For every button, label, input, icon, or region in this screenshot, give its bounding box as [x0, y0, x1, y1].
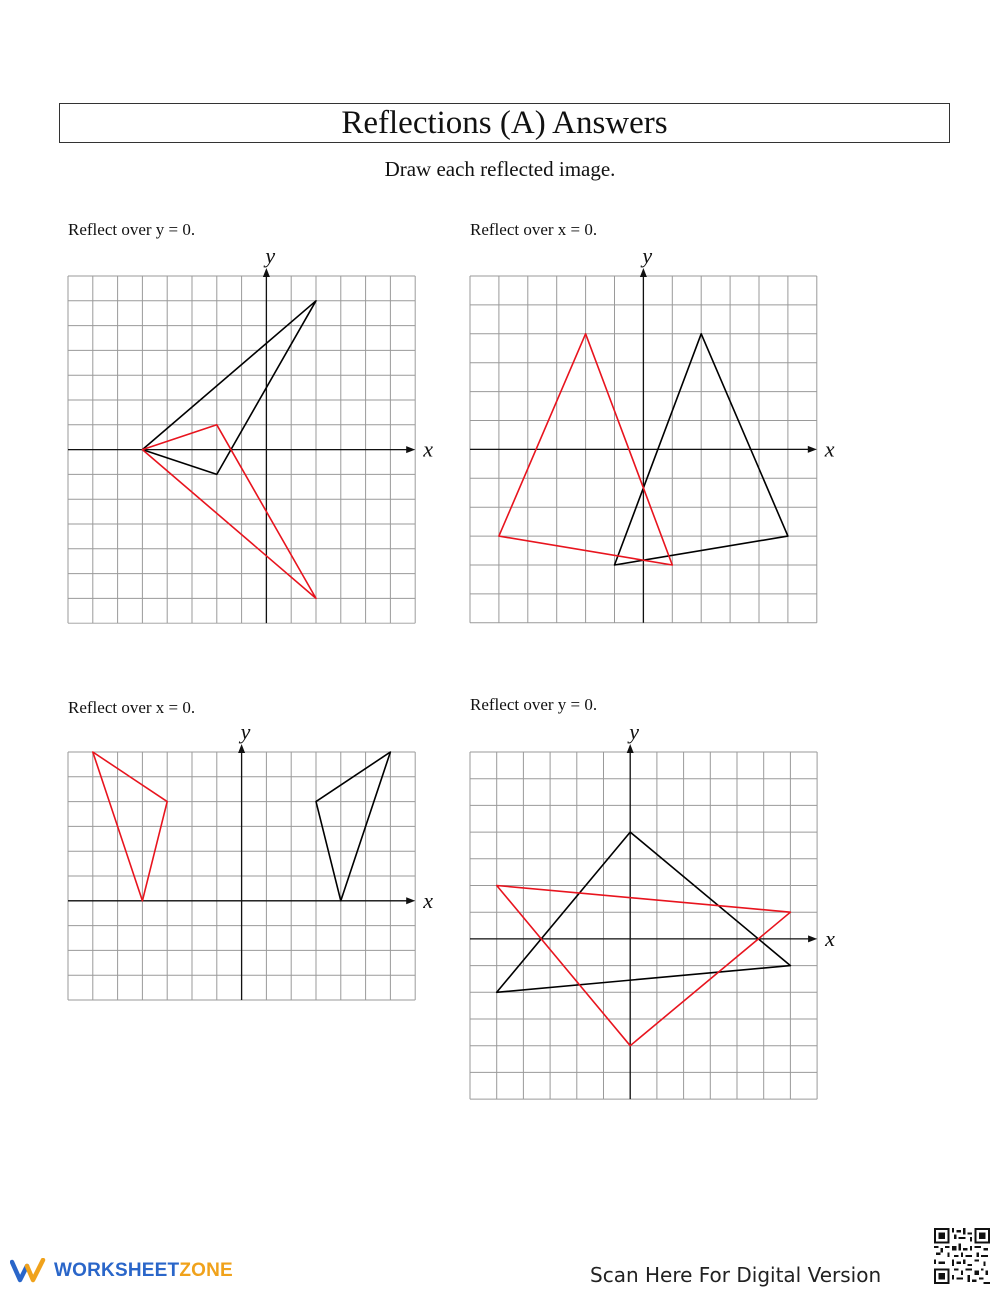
original-triangle [142, 301, 316, 475]
x-axis-label: x [423, 887, 433, 913]
y-axis-arrow-icon [238, 744, 245, 753]
worksheetzone-logo-icon [10, 1258, 46, 1284]
problem-3-prompt: Reflect over x = 0. [68, 698, 196, 717]
coordinate-plane [68, 719, 445, 1000]
worksheet-title [59, 103, 950, 143]
reflected-triangle [142, 425, 316, 599]
problem-4-prompt: Reflect over y = 0. [470, 695, 598, 714]
logo-wordmark [54, 1260, 233, 1282]
x-axis-label: x [423, 436, 433, 462]
y-axis-label: y [265, 242, 276, 268]
qr-code-icon[interactable] [934, 1228, 990, 1289]
problem-2-graph [470, 242, 847, 623]
y-axis-arrow-icon [263, 268, 270, 277]
x-axis-label: x [824, 436, 835, 462]
title-text: Reflections (A) Answers [341, 104, 668, 141]
axes [470, 243, 835, 623]
worksheetzone-logo[interactable] [10, 1258, 233, 1284]
x-axis-arrow-icon [808, 935, 817, 942]
coordinate-plane [470, 242, 847, 623]
coordinate-plane [470, 718, 847, 1099]
y-axis-label: y [240, 719, 251, 745]
problem-3-graph [68, 719, 445, 1000]
y-axis-arrow-icon [627, 744, 634, 753]
axes [68, 243, 433, 623]
axes [68, 719, 433, 1000]
axes [470, 719, 835, 1099]
coordinate-plane [68, 242, 445, 623]
logo-text-zone: ZONE [179, 1260, 233, 1281]
problem-4-graph [470, 718, 847, 1099]
problem-1-graph [68, 242, 445, 623]
qr-code-graphic [934, 1228, 990, 1284]
x-axis-arrow-icon [406, 446, 415, 453]
scan-instruction: Scan Here For Digital Version [590, 1263, 882, 1287]
x-axis-label: x [825, 925, 835, 951]
y-axis-label: y [629, 718, 639, 744]
x-axis-arrow-icon [406, 897, 415, 904]
problem-1-prompt: Reflect over y = 0. [68, 220, 196, 239]
problem-2-prompt: Reflect over x = 0. [470, 220, 598, 239]
x-axis-arrow-icon [808, 446, 817, 453]
y-axis-label: y [642, 242, 653, 268]
grid-lines [470, 752, 817, 1099]
logo-text-worksheet: WORKSHEET [54, 1260, 180, 1281]
instructions: Draw each reflected image. [384, 157, 616, 181]
y-axis-arrow-icon [640, 268, 647, 277]
